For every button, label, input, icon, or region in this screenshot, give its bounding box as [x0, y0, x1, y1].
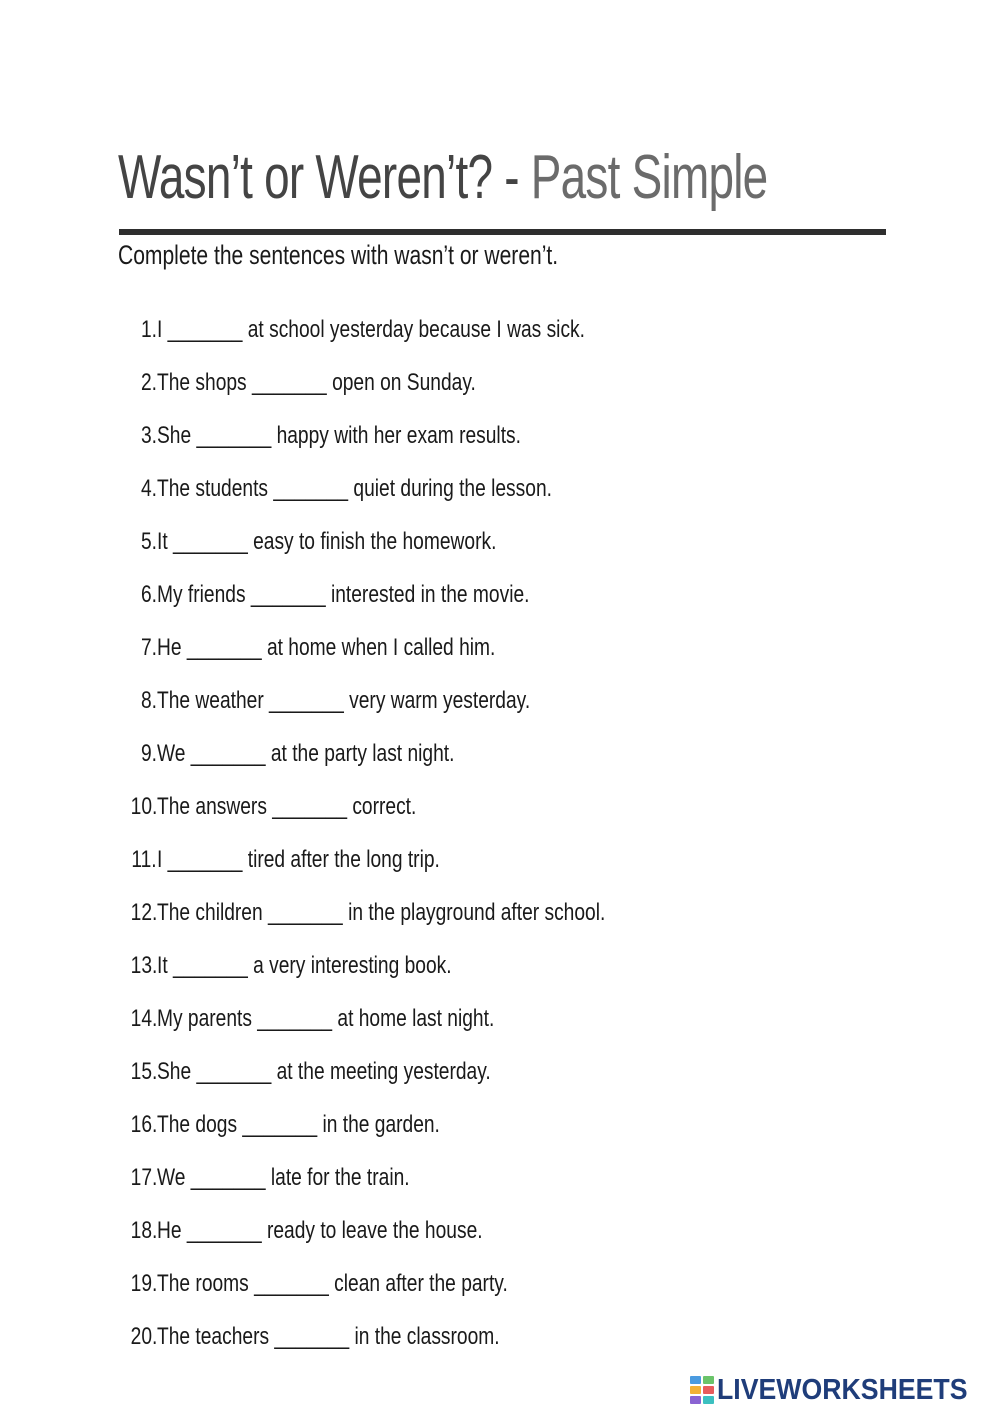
- exercise-item: [0, 312, 800, 352]
- item-sentence: It _______ a very interesting book.: [157, 952, 452, 979]
- exercise-item: [0, 1107, 800, 1147]
- item-sentence: The answers _______ correct.: [157, 793, 417, 820]
- title-main: Wasn’t or Weren’t? -: [118, 143, 531, 212]
- exercise-item: [0, 1319, 800, 1359]
- item-number: 16.: [130, 1111, 157, 1138]
- exercise-item: [0, 418, 800, 458]
- item-number: 15.: [130, 1058, 157, 1085]
- item-number: 19.: [130, 1270, 157, 1297]
- item-number: 12.: [130, 899, 157, 926]
- exercise-item: [0, 365, 800, 405]
- item-sentence: She _______ at the meeting yesterday.: [157, 1058, 491, 1085]
- item-sentence: The shops _______ open on Sunday.: [157, 369, 476, 396]
- exercise-item: [0, 789, 800, 829]
- item-sentence: It _______ easy to finish the homework.: [157, 528, 497, 555]
- item-number: 3.: [140, 422, 157, 449]
- worksheet-title: [118, 138, 767, 218]
- exercise-item: [0, 895, 800, 935]
- item-sentence: The rooms _______ clean after the party.: [157, 1270, 508, 1297]
- exercise-item: [0, 1001, 800, 1041]
- item-sentence: He _______ ready to leave the house.: [157, 1217, 483, 1244]
- exercise-item: [0, 1054, 800, 1094]
- logo-text: LIVEWORKSHEETS: [717, 1373, 968, 1406]
- item-sentence: The children _______ in the playground after school.: [157, 899, 606, 926]
- item-sentence: I _______ at school yesterday because I was sick.: [157, 316, 585, 343]
- item-sentence: My parents _______ at home last night.: [157, 1005, 495, 1032]
- item-number: 2.: [140, 369, 157, 396]
- item-sentence: My friends _______ interested in the movie.: [157, 581, 530, 608]
- exercise-item: [0, 1213, 800, 1253]
- item-number: 7.: [140, 634, 157, 661]
- exercise-item: [0, 683, 800, 723]
- exercise-item: [0, 842, 800, 882]
- item-number: 1.: [140, 316, 157, 343]
- logo-icon-tile: [703, 1376, 714, 1384]
- item-number: 11.: [131, 846, 157, 873]
- title-underline: [119, 229, 886, 235]
- logo-icon-tile: [690, 1396, 701, 1404]
- item-number: 10.: [130, 793, 157, 820]
- logo-icon-tile: [690, 1386, 701, 1394]
- instructions: Complete the sentences with wasn’t or weren’t.: [118, 240, 559, 270]
- logo-icon-tile: [690, 1376, 701, 1384]
- item-sentence: The teachers _______ in the classroom.: [157, 1323, 500, 1350]
- item-sentence: The students _______ quiet during the lesson.: [157, 475, 552, 502]
- exercise-item: [0, 736, 800, 776]
- item-number: 9.: [140, 740, 157, 767]
- exercise-item: [0, 948, 800, 988]
- item-sentence: He _______ at home when I called him.: [157, 634, 496, 661]
- logo-icon-tile: [703, 1396, 714, 1404]
- item-number: 20.: [130, 1323, 157, 1350]
- item-number: 14.: [130, 1005, 157, 1032]
- item-number: 18.: [130, 1217, 157, 1244]
- item-sentence: The weather _______ very warm yesterday.: [157, 687, 531, 714]
- exercise-item: [0, 577, 800, 617]
- item-number: 5.: [140, 528, 157, 555]
- item-number: 8.: [140, 687, 157, 714]
- exercise-item: [0, 1160, 800, 1200]
- liveworksheets-grid-icon: [690, 1376, 714, 1404]
- exercise-item: [0, 1266, 800, 1306]
- item-sentence: I _______ tired after the long trip.: [157, 846, 440, 873]
- liveworksheets-logo: [690, 1373, 989, 1407]
- item-number: 6.: [140, 581, 157, 608]
- exercise-item: [0, 471, 800, 511]
- item-sentence: She _______ happy with her exam results.: [157, 422, 521, 449]
- item-number: 13.: [130, 952, 157, 979]
- item-sentence: The dogs _______ in the garden.: [157, 1111, 440, 1138]
- item-sentence: We _______ late for the train.: [157, 1164, 410, 1191]
- exercise-item: [0, 630, 800, 670]
- item-number: 4.: [140, 475, 157, 502]
- exercise-item: [0, 524, 800, 564]
- title-subtitle: Past Simple: [530, 143, 768, 212]
- logo-icon-tile: [703, 1386, 714, 1394]
- item-sentence: We _______ at the party last night.: [157, 740, 455, 767]
- item-number: 17.: [130, 1164, 157, 1191]
